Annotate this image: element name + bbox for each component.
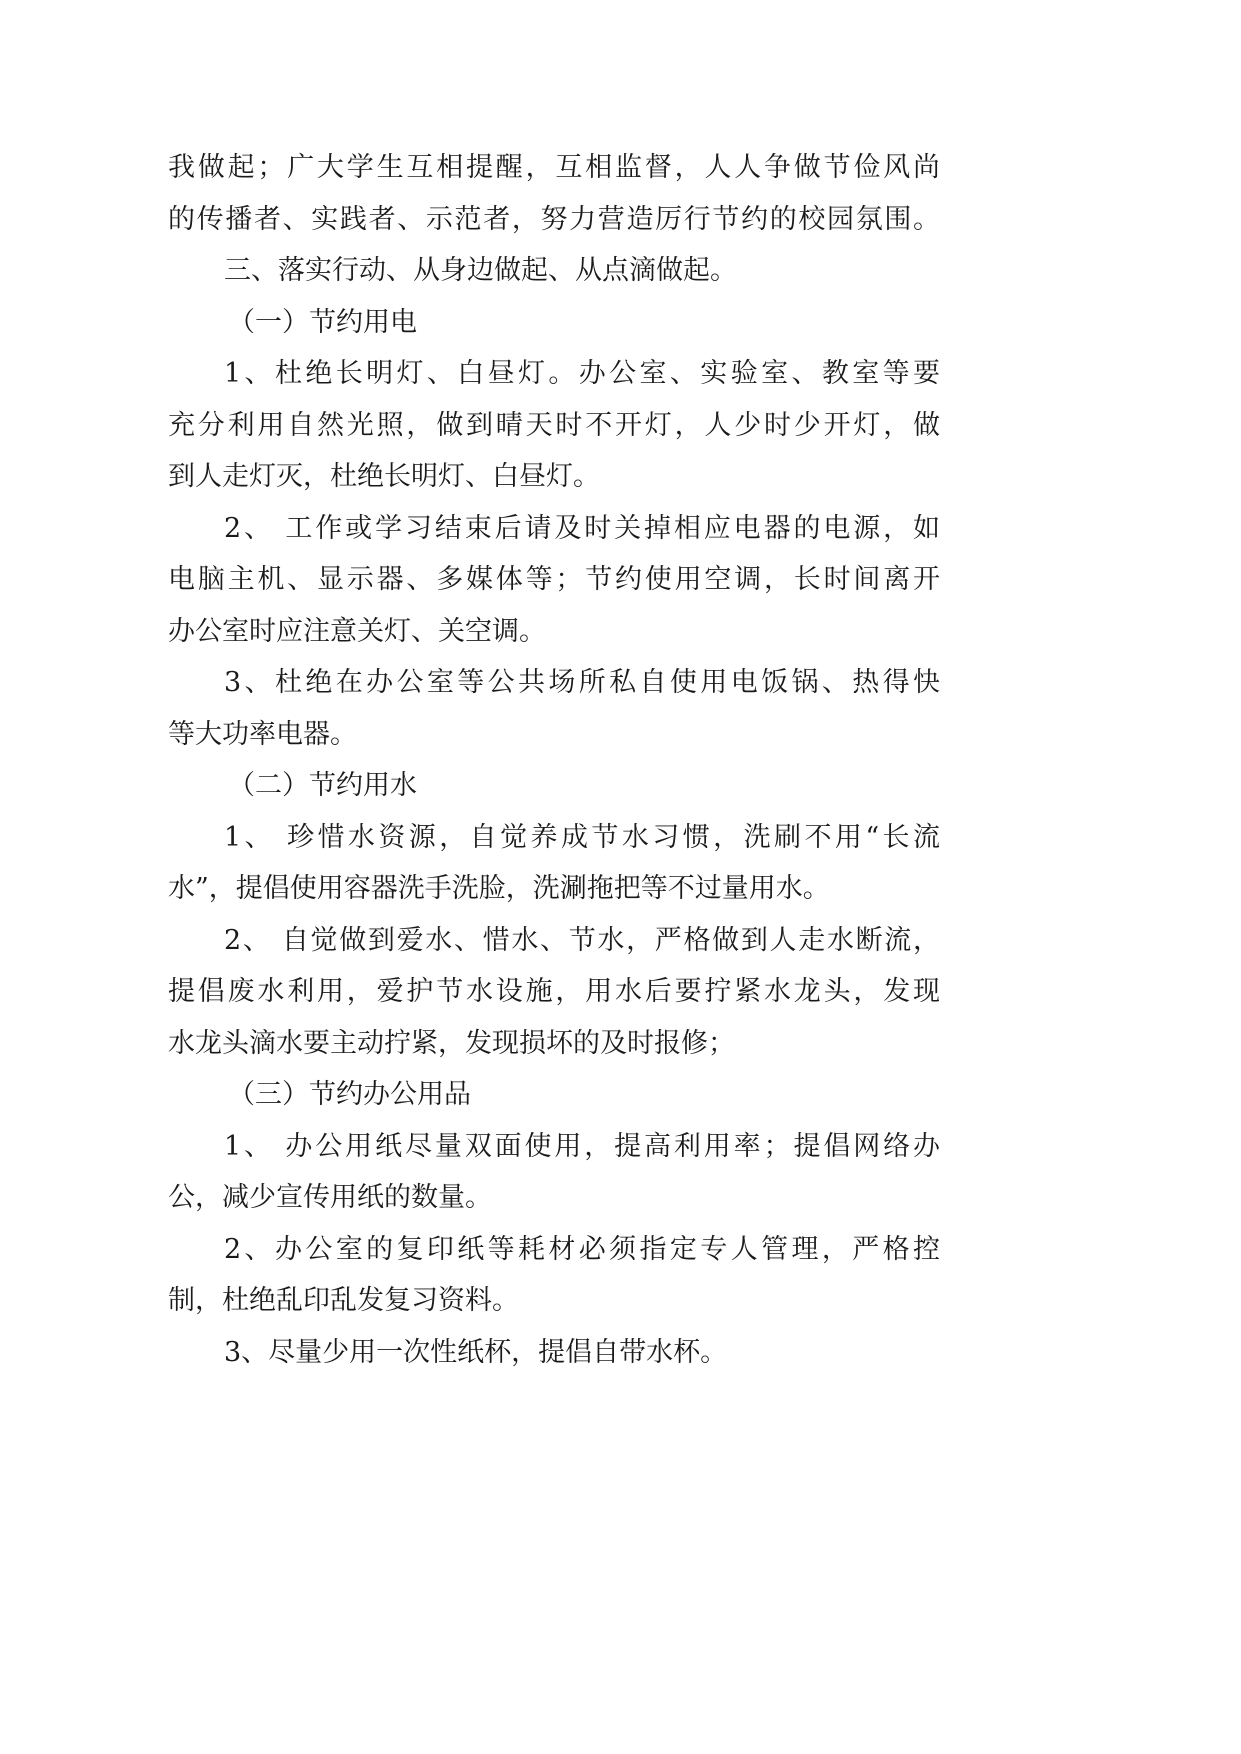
paragraph-line: 提倡废水利用，爱护节水设施，用水后要拧紧水龙头，发现 xyxy=(168,976,940,1007)
paragraph-line: 水”，提倡使用容器洗手洗脸，洗涮拖把等不过量用水。 xyxy=(168,873,830,904)
paragraph-line: 电脑主机、显示器、多媒体等；节约使用空调，长时间离开 xyxy=(168,564,940,595)
paragraph-line: 水龙头滴水要主动拧紧，发现损坏的及时报修； xyxy=(168,1027,735,1059)
paragraph-line: 的传播者、实践者、示范者，努力营造厉行节约的校园氛围。 xyxy=(168,203,940,235)
section-heading: 三、落实行动、从身边做起、从点滴做起。 xyxy=(224,255,737,286)
paragraph-line: 充分利用自然光照，做到晴天时不开灯，人少时少开灯，做 xyxy=(168,409,940,441)
paragraph-line: 办公室时应注意关灯、关空调。 xyxy=(168,615,546,647)
paragraph-line: 等大功率电器。 xyxy=(168,718,357,750)
list-item-line: 1、 办公用纸尽量双面使用，提高利用率；提倡网络办 xyxy=(224,1130,940,1162)
list-item-line: 2、 自觉做到爱水、惜水、节水，严格做到人走水断流， xyxy=(224,924,940,956)
document-body xyxy=(168,142,940,1378)
list-item-line: 3、杜绝在办公室等公共场所私自使用电饭锅、热得快 xyxy=(224,667,940,698)
subsection-heading: （二）节约用水 xyxy=(228,770,417,801)
list-item-line: 2、 工作或学习结束后请及时关掉相应电器的电源，如 xyxy=(224,512,940,544)
paragraph-line: 公，减少宣传用纸的数量。 xyxy=(168,1182,492,1213)
subsection-heading: （三）节约办公用品 xyxy=(228,1079,471,1110)
paragraph-line: 到人走灯灭，杜绝长明灯、白昼灯。 xyxy=(168,461,600,492)
subsection-heading: （一）节约用电 xyxy=(228,306,417,338)
list-item-line: 2、办公室的复印纸等耗材必须指定专人管理，严格控 xyxy=(224,1233,940,1265)
list-item-line: 1、 珍惜水资源，自觉养成节水习惯，洗刷不用“长流 xyxy=(224,821,940,853)
paragraph-line: 我做起；广大学生互相提醒，互相监督，人人争做节俭风尚 xyxy=(168,152,940,183)
list-item-line: 3、尽量少用一次性纸杯，提倡自带水杯。 xyxy=(224,1336,728,1368)
paragraph-line: 制，杜绝乱印乱发复习资料。 xyxy=(168,1285,519,1316)
list-item-line: 1、杜绝长明灯、白昼灯。办公室、实验室、教室等要 xyxy=(224,358,940,389)
